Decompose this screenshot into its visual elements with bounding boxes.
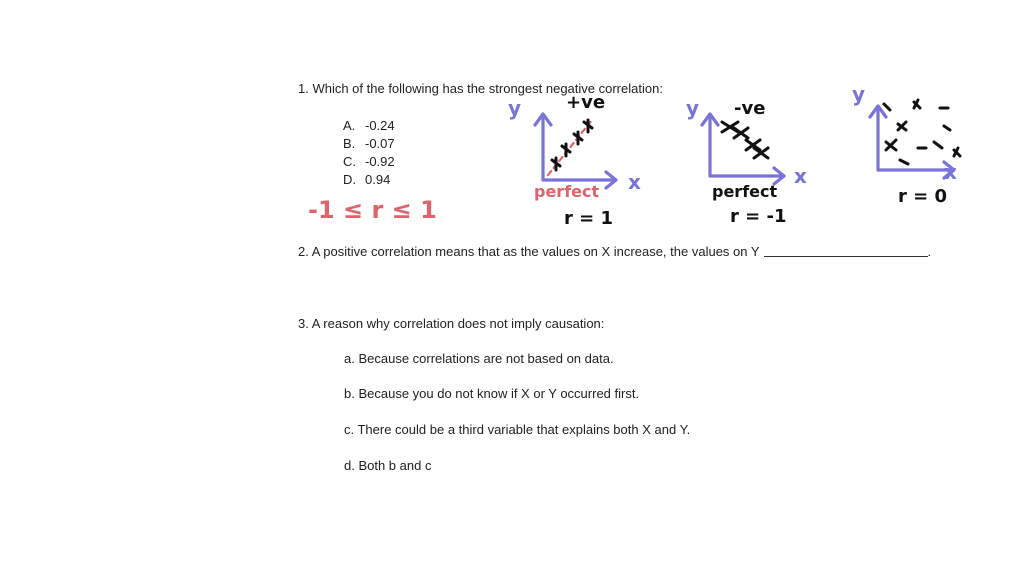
q3-option-b: b. Because you do not know if X or Y occurred first. [344,386,640,401]
q3-option-c: c. There could be a third variable that explains both X and Y. [344,422,691,437]
plot3-y-label: y [852,82,866,106]
plot2-y-label: y [686,96,700,120]
plot2-sign-label: -ve [734,98,766,119]
plot1-x-label: x [628,170,641,194]
q3-question: 3. A reason why correlation does not imply causation: [298,316,605,331]
q3-option-d: d. Both b and c [344,458,432,473]
q1-option-a: A. -0.24 [343,118,395,133]
plot1-r-label: r = 1 [564,208,614,229]
plot3-x-label: x [944,160,957,184]
plot1-perfect-label: perfect [534,182,600,201]
plot3-axes [870,106,954,178]
q1-option-b: B. -0.07 [343,136,395,151]
q1-question: 1. Which of the following has the strongest negative correlation: [298,81,663,96]
plot2-axes [702,114,784,184]
plot2-x-label: x [794,164,807,188]
q2-question: 2. A positive correlation means that as the values on X increase, the values on Y . [298,244,932,259]
plot1-sign-label: +ve [566,92,606,113]
q1-option-d: D. 0.94 [343,172,391,187]
plot1-axes [535,114,616,188]
plot1-trend-line [548,120,592,175]
q3-option-a: a. Because correlations are not based on data. [344,351,614,366]
q2-answer-blank [764,244,928,257]
plot2-perfect-label: perfect [712,182,778,201]
plot3-r-label: r = 0 [898,186,948,207]
plot1-points [552,120,592,170]
plot2-r-label: r = -1 [730,206,787,227]
q1-option-c: C. -0.92 [343,154,395,169]
range-annotation: -1 ≤ r ≤ 1 [308,196,437,224]
plot3-points [884,100,960,164]
plot2-points [722,122,768,158]
plot1-y-label: y [508,96,522,120]
